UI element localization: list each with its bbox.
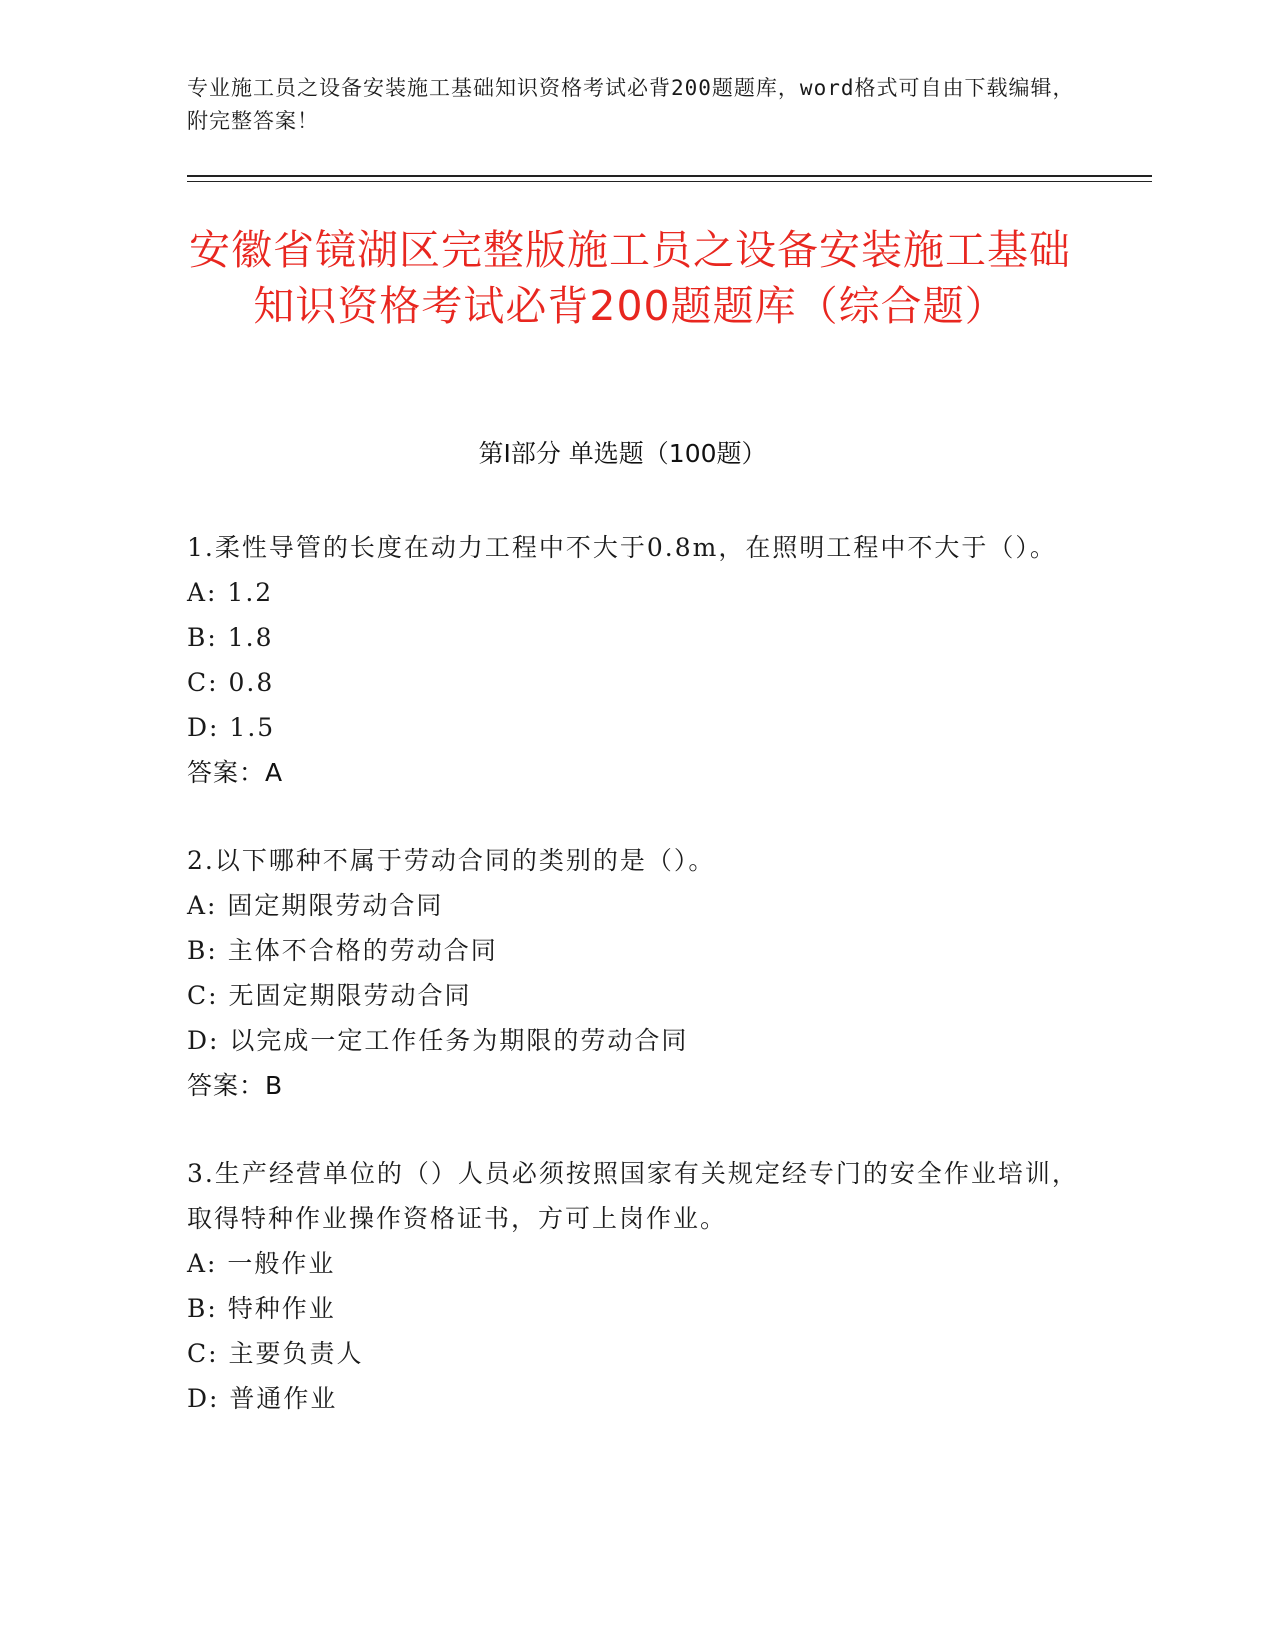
option-b: B: 1.8 xyxy=(187,623,274,652)
option-d: D: 以完成一定工作任务为期限的劳动合同 xyxy=(187,1026,689,1055)
section-heading: 第I部分 单选题（100题） xyxy=(478,439,767,468)
option-c: C: 0.8 xyxy=(187,668,275,697)
option-c: C: 无固定期限劳动合同 xyxy=(187,981,472,1010)
answer: 答案：B xyxy=(187,1071,284,1100)
header-note: 专业施工员之设备安装施工基础知识资格考试必背200题题库，word格式可自由下载编辑，附完整答案！ xyxy=(187,76,1075,133)
option-a: A: 固定期限劳动合同 xyxy=(187,891,444,920)
question-3 xyxy=(187,1151,1087,1421)
option-a: A: 一般作业 xyxy=(187,1249,336,1278)
question-stem: 1.柔性导管的长度在动力工程中不大于0.8m，在照明工程中不大于（）。 xyxy=(187,533,1057,562)
option-d: D: 1.5 xyxy=(187,713,276,742)
question-stem: 2.以下哪种不属于劳动合同的类别的是（）。 xyxy=(187,846,716,875)
header-divider-thick xyxy=(187,175,1152,177)
answer: 答案：A xyxy=(187,758,284,787)
document-title: 安徽省镜湖区完整版施工员之设备安装施工基础知识资格考试必背200题题库（综合题） xyxy=(189,226,1071,330)
question-2 xyxy=(187,838,1087,1108)
option-b: B: 特种作业 xyxy=(187,1294,336,1323)
option-c: C: 主要负责人 xyxy=(187,1339,364,1368)
option-b: B: 主体不合格的劳动合同 xyxy=(187,936,498,965)
question-list xyxy=(187,525,1087,1464)
question-stem: 3.生产经营单位的（）人员必须按照国家有关规定经专门的安全作业培训，取得特种作业操作资格证书，方可上岗作业。 xyxy=(187,1159,1079,1233)
option-a: A: 1.2 xyxy=(187,578,274,607)
question-1 xyxy=(187,525,1087,795)
header-divider-thin xyxy=(187,181,1152,182)
option-d: D: 普通作业 xyxy=(187,1384,338,1413)
